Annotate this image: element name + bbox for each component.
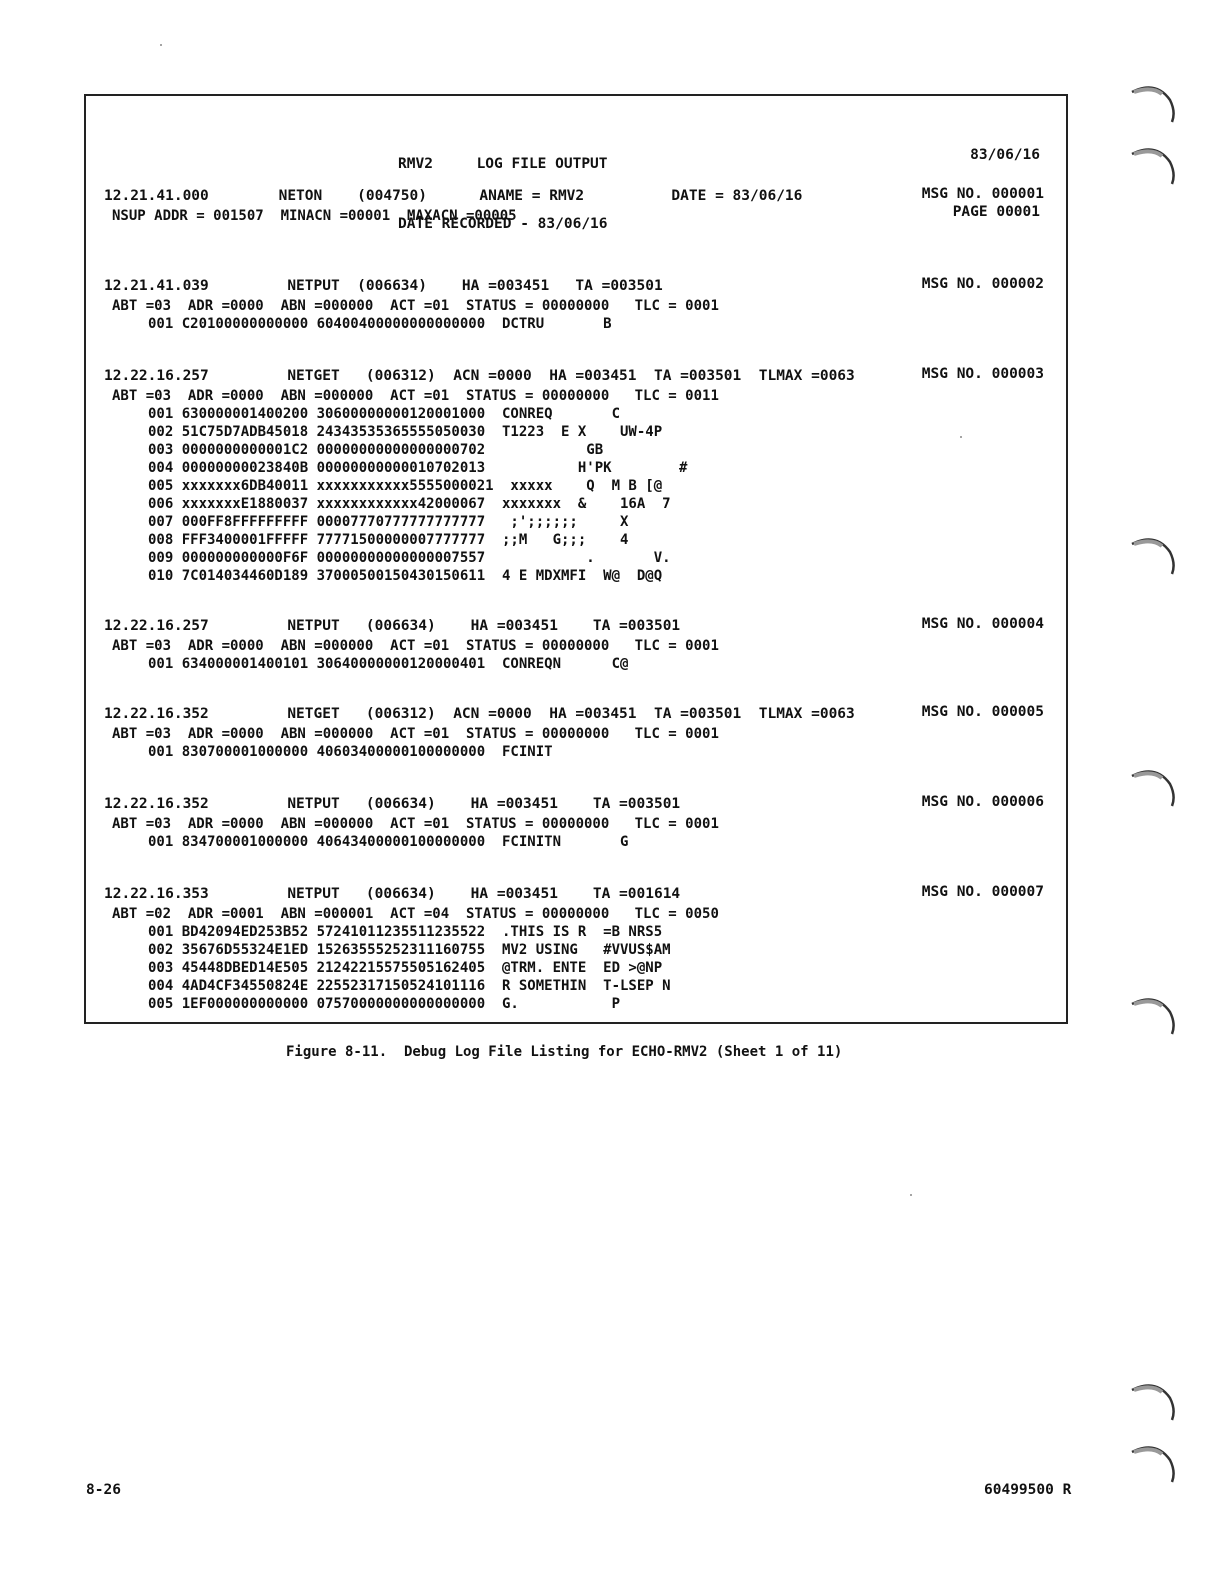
message-detail: ABT =02 ADR =0001 ABN =000001 ACT =04 STATUS = 00000000 TLC = 0050 <box>112 906 719 922</box>
message-number: MSG NO. 000005 <box>921 704 1044 720</box>
dump-line: 001 830700001000000 40603400000100000000 FCINIT <box>148 744 553 760</box>
binder-hole-5 <box>1126 990 1182 1050</box>
binder-hole-2 <box>1126 140 1182 200</box>
header-date: 83/06/16 <box>970 147 1040 163</box>
scan-speck <box>910 1194 912 1196</box>
log-message <box>104 796 1054 851</box>
listing-title: RMV2 LOG FILE OUTPUT <box>398 156 608 172</box>
dump-line: 003 0000000000001C2 00000000000000000702 GB <box>148 442 604 458</box>
message-header: 12.22.16.257 NETPUT (006634) HA =003451 TA =003501 <box>104 618 681 634</box>
document-number: 60499500 R <box>984 1482 1072 1498</box>
message-detail: ABT =03 ADR =0000 ABN =000000 ACT =01 STATUS = 00000000 TLC = 0001 <box>112 638 719 654</box>
message-number: MSG NO. 000007 <box>921 884 1044 900</box>
dump-line: 001 BD42094ED253B52 57241011235511235522 .THIS IS R =B NRS5 <box>148 924 663 940</box>
dump-line: 002 35676D55324E1ED 15263555252311160755 MV2 USING #VVUS$AM <box>148 942 671 958</box>
dump-line: 010 7C014034460D189 37000500150430150611 4 E MDXMFI W@ D@Q <box>148 568 663 584</box>
dump-line: 001 C20100000000000 60400400000000000000 DCTRU B <box>148 316 612 332</box>
message-detail: NSUP ADDR = 001507 MINACN =00001 MAXACN =00005 <box>112 208 517 224</box>
dump-line: 003 45448DBED14E505 21242215575505162405 @TRM. ENTE ED >@NP <box>148 960 663 976</box>
dump-line: 001 834700001000000 40643400000100000000 FCINITN G <box>148 834 629 850</box>
listing-header <box>398 114 608 254</box>
figure-caption: Figure 8-11. Debug Log File Listing for ECHO-RMV2 (Sheet 1 of 11) <box>286 1044 843 1060</box>
message-number: MSG NO. 000006 <box>921 794 1044 810</box>
dump-line: 001 630000001400200 30600000000120001000 CONREQ C <box>148 406 621 422</box>
dump-line: 005 xxxxxxx6DB40011 xxxxxxxxxxx5555000021 xxxxx Q M B [@ <box>148 478 663 494</box>
message-number: MSG NO. 000001 <box>921 186 1044 202</box>
log-message <box>104 188 1054 225</box>
message-header: 12.21.41.000 NETON (004750) ANAME = RMV2 DATE = 83/06/16 <box>104 188 803 204</box>
message-number: MSG NO. 000003 <box>921 366 1044 382</box>
log-message <box>104 706 1054 761</box>
binder-hole-3 <box>1126 530 1182 590</box>
log-message <box>104 368 1054 585</box>
binder-hole-4 <box>1126 762 1182 822</box>
dump-line: 004 4AD4CF34550824E 22552317150524101116 R SOMETHIN T-LSEP N <box>148 978 671 994</box>
message-header: 12.22.16.352 NETGET (006312) ACN =0000 HA =003451 TA =003501 TLMAX =0063 <box>104 706 855 722</box>
binder-hole-1 <box>1126 78 1182 138</box>
log-message <box>104 618 1054 673</box>
binder-hole-7 <box>1126 1438 1182 1498</box>
dump-line: 009 000000000000F6F 00000000000000007557 . V. <box>148 550 671 566</box>
message-detail: ABT =03 ADR =0000 ABN =000000 ACT =01 STATUS = 00000000 TLC = 0001 <box>112 298 719 314</box>
page-number-footer: 8-26 <box>86 1482 121 1498</box>
dump-line: 008 FFF3400001FFFFF 77771500000007777777 ;;M G;;; 4 <box>148 532 629 548</box>
scan-speck <box>160 44 162 46</box>
dump-line: 002 51C75D7ADB45018 24343535365555050030 T1223 E X UW-4P <box>148 424 663 440</box>
page-number: PAGE 00001 <box>952 204 1040 220</box>
message-header: 12.22.16.257 NETGET (006312) ACN =0000 HA =003451 TA =003501 TLMAX =0063 <box>104 368 855 384</box>
dump-line: 001 634000001400101 30640000000120000401 CONREQN C@ <box>148 656 629 672</box>
message-header: 12.22.16.352 NETPUT (006634) HA =003451 TA =003501 <box>104 796 681 812</box>
log-message <box>104 278 1054 333</box>
dump-line: 006 xxxxxxxE1880037 xxxxxxxxxxxx42000067 xxxxxxx & 16A 7 <box>148 496 671 512</box>
message-header: 12.21.41.039 NETPUT (006634) HA =003451 TA =003501 <box>104 278 663 294</box>
log-message <box>104 886 1054 1013</box>
dump-line: 007 000FF8FFFFFFFFF 00007770777777777777 ;';;;;;; X <box>148 514 629 530</box>
message-detail: ABT =03 ADR =0000 ABN =000000 ACT =01 STATUS = 00000000 TLC = 0001 <box>112 726 719 742</box>
dump-line: 005 1EF000000000000 07570000000000000000 G. P <box>148 996 621 1012</box>
date-recorded: DATE RECORDED - 83/06/16 <box>398 216 608 232</box>
message-header: 12.22.16.353 NETPUT (006634) HA =003451 TA =001614 <box>104 886 681 902</box>
message-detail: ABT =03 ADR =0000 ABN =000000 ACT =01 STATUS = 00000000 TLC = 0001 <box>112 816 719 832</box>
binder-hole-6 <box>1126 1376 1182 1436</box>
message-number: MSG NO. 000002 <box>921 276 1044 292</box>
message-detail: ABT =03 ADR =0000 ABN =000000 ACT =01 STATUS = 00000000 TLC = 0011 <box>112 388 719 404</box>
dump-line: 004 00000000023840B 00000000000010702013 H'PK # <box>148 460 688 476</box>
message-number: MSG NO. 000004 <box>921 616 1044 632</box>
